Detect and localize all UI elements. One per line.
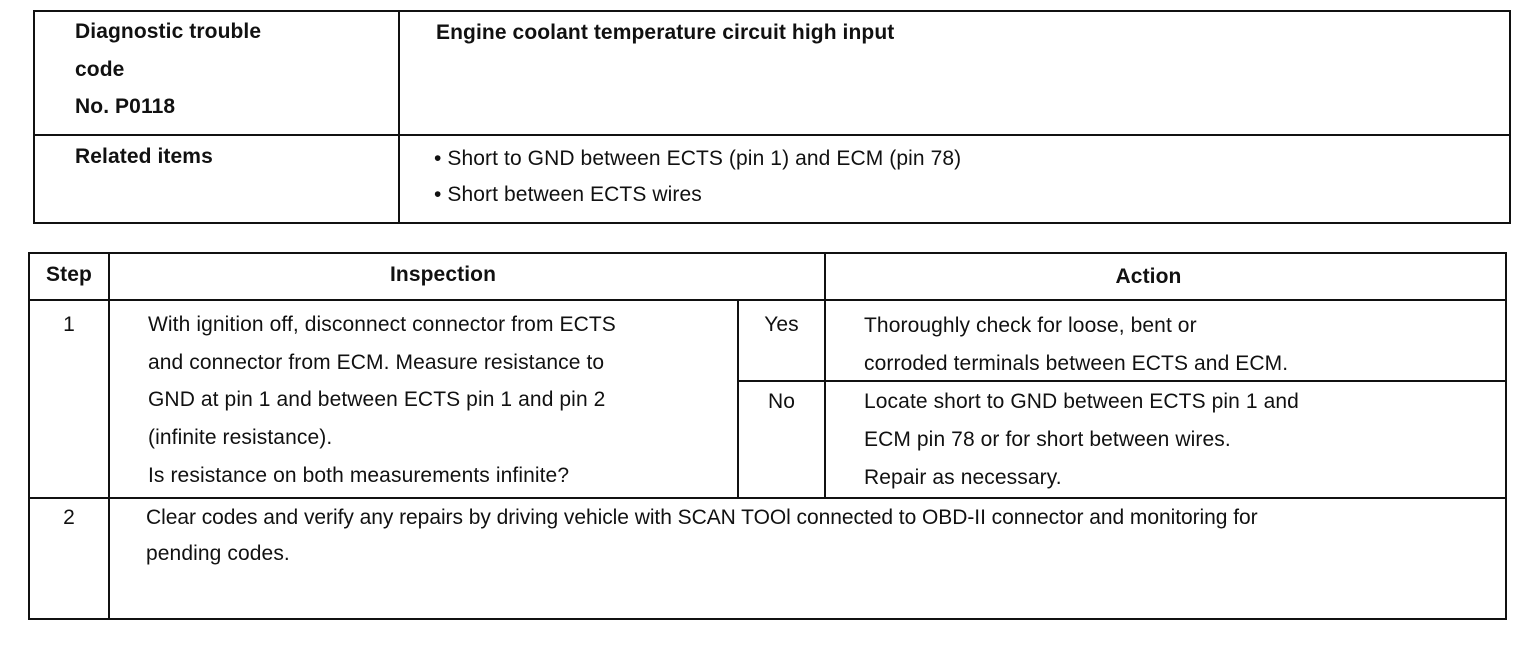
- header-inspection: Inspection: [389, 263, 496, 286]
- yes-action-line1: Thoroughly check for loose, bent or: [864, 314, 1197, 337]
- related-item-1: • Short to GND between ECTS (pin 1) and ECM (pin 78): [434, 147, 962, 170]
- dtc-label-line1: Diagnostic trouble: [75, 20, 262, 43]
- answer-no: No: [767, 390, 796, 413]
- step-1-inspection-line5: Is resistance on both measurements infinite?: [148, 464, 570, 487]
- step-1-inspection-line3: GND at pin 1 and between ECTS pin 1 and pin 2: [148, 388, 606, 411]
- no-action-line2: ECM pin 78 or for short between wires.: [864, 428, 1231, 451]
- step-2-text-line1: Clear codes and verify any repairs by driving vehicle with SCAN TOOl connected to OBD-II connector and monitoring for: [146, 506, 1258, 529]
- related-items-label: Related items: [75, 145, 213, 168]
- header-row-divider: [28, 299, 1507, 301]
- summary-row-divider: [33, 134, 1511, 136]
- step-1-inspection-line2: and connector from ECM. Measure resistance to: [148, 351, 605, 374]
- dtc-number: No. P0118: [75, 95, 176, 118]
- step-1-number: 1: [63, 313, 75, 336]
- header-step: Step: [46, 263, 92, 286]
- yes-action-line2: corroded terminals between ECTS and ECM.: [864, 352, 1289, 375]
- dtc-description: Engine coolant temperature circuit high input: [436, 21, 895, 44]
- no-action-line1: Locate short to GND between ECTS pin 1 and: [864, 390, 1299, 413]
- header-action: Action: [1115, 265, 1182, 288]
- step-2-number: 2: [63, 506, 75, 529]
- summary-column-divider: [398, 10, 400, 224]
- dtc-label-line2: code: [75, 58, 125, 81]
- answer-yes: Yes: [764, 313, 799, 336]
- related-item-2: • Short between ECTS wires: [434, 183, 702, 206]
- no-action-line3: Repair as necessary.: [864, 466, 1062, 489]
- step-1-inspection-line1: With ignition off, disconnect connector from ECTS: [148, 313, 616, 336]
- step-1-inspection-line4: (infinite resistance).: [148, 426, 333, 449]
- step-2-text-line2: pending codes.: [146, 542, 290, 565]
